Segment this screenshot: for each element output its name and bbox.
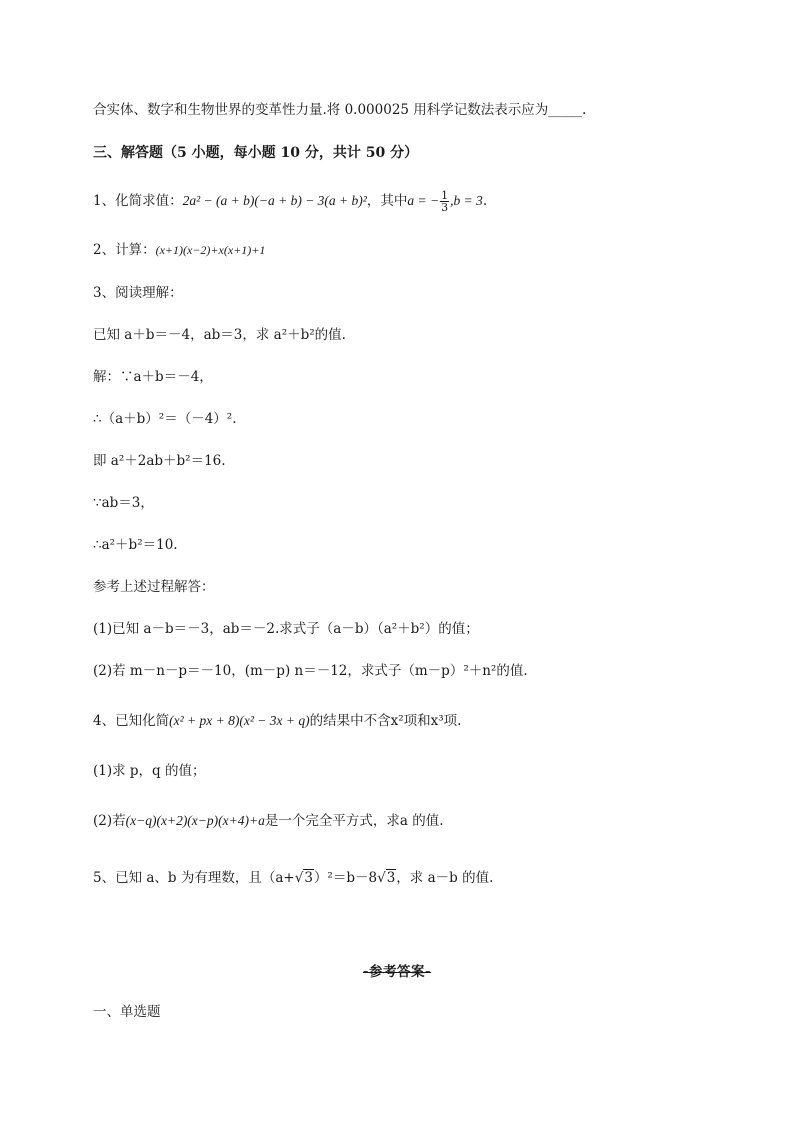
q1-prefix: 1、化简求值： xyxy=(93,193,183,209)
q5-sqrt-1-value: 3 xyxy=(304,870,313,886)
q3-title: 3、阅读理解： xyxy=(93,285,183,301)
q4-prefix: 4、已知化简 xyxy=(93,713,170,729)
answer-title-text: -参考答案- xyxy=(362,964,432,980)
q4-part2-prefix: (2)若 xyxy=(93,813,126,829)
q1-condition-prefix: ，其中 xyxy=(366,193,408,209)
q5-mid: ）²＝b－8 xyxy=(313,870,378,886)
q1-fraction-numerator: 1 xyxy=(441,189,449,202)
q5-prefix: 5、已知 a、b 为有理数，且（a+ xyxy=(93,870,295,886)
q4-part-2 xyxy=(93,811,444,831)
q4-part2-expression: (x−q)(x+2)(x−p)(x+4)+a xyxy=(125,813,265,828)
question-4 xyxy=(93,711,461,731)
q3-solution-line-3: 即 a²＋2ab＋b²＝16. xyxy=(93,453,226,469)
q1-expression: 2a² − (a + b)(−a + b) − 3(a + b)² xyxy=(182,193,367,208)
q1-a-prefix: a = − xyxy=(407,193,440,208)
q2-prefix: 2、计算： xyxy=(93,242,156,258)
q3-solution-line-1: 解：∵a＋b＝－4， xyxy=(93,369,213,385)
q3-given: 已知 a＋b＝－4，ab＝3，求 a²＋b²的值. xyxy=(93,327,346,343)
q4-part2-suffix: 是一个完全平方式，求a 的值. xyxy=(264,813,444,829)
q4-expression: (x² + px + 8)(x² − 3x + q) xyxy=(169,713,310,728)
q5-sqrt-2 xyxy=(377,869,396,886)
section3-heading: 三、解答题（5 小题，每小题 10 分，共计 50 分） xyxy=(93,145,419,161)
q2-expression: (x+1)(x−2)+x(x+1)+1 xyxy=(155,243,266,257)
q4-part-1: (1)求 p，q 的值； xyxy=(93,763,206,779)
q5-sqrt-2-symbol: √ xyxy=(377,870,386,886)
q1-b-value: ,b = 3 xyxy=(450,193,483,208)
section1-heading: 一、单选题 xyxy=(93,1004,161,1020)
q1-fraction xyxy=(440,190,449,213)
q5-suffix: ，求 a－b 的值. xyxy=(396,870,494,886)
q3-reference: 参考上述过程解答： xyxy=(93,579,215,595)
q5-sqrt-1 xyxy=(295,869,314,886)
q1-fraction-denominator: 3 xyxy=(441,201,449,214)
intro-line: 合实体、数字和生物世界的变革性力量.将 0.000025 用科学记数法表示应为_____. xyxy=(93,102,587,118)
question-1 xyxy=(93,190,487,213)
q3-solution-line-5: ∴a²＋b²＝10. xyxy=(93,537,178,553)
answer-title xyxy=(0,960,794,980)
q5-sqrt-2-value: 3 xyxy=(386,870,396,886)
q3-solution-line-2: ∴（a＋b）²＝（－4）². xyxy=(93,411,237,427)
q1-suffix: . xyxy=(482,193,488,209)
q3-part-1: (1)已知 a－b＝－3，ab＝－2.求式子（a－b）（a²＋b²）的值； xyxy=(93,621,479,637)
question-2 xyxy=(93,240,265,260)
q5-sqrt-1-symbol: √ xyxy=(294,870,304,886)
q4-suffix: 的结果中不含x²项和x³项. xyxy=(309,713,462,729)
q3-solution-line-4: ∵ab＝3， xyxy=(93,495,154,511)
q3-part-2: (2)若 m－n－p＝－10，(m－p) n＝－12，求式子（m－p）²＋n²的值. xyxy=(93,663,528,679)
question-5 xyxy=(93,868,493,888)
